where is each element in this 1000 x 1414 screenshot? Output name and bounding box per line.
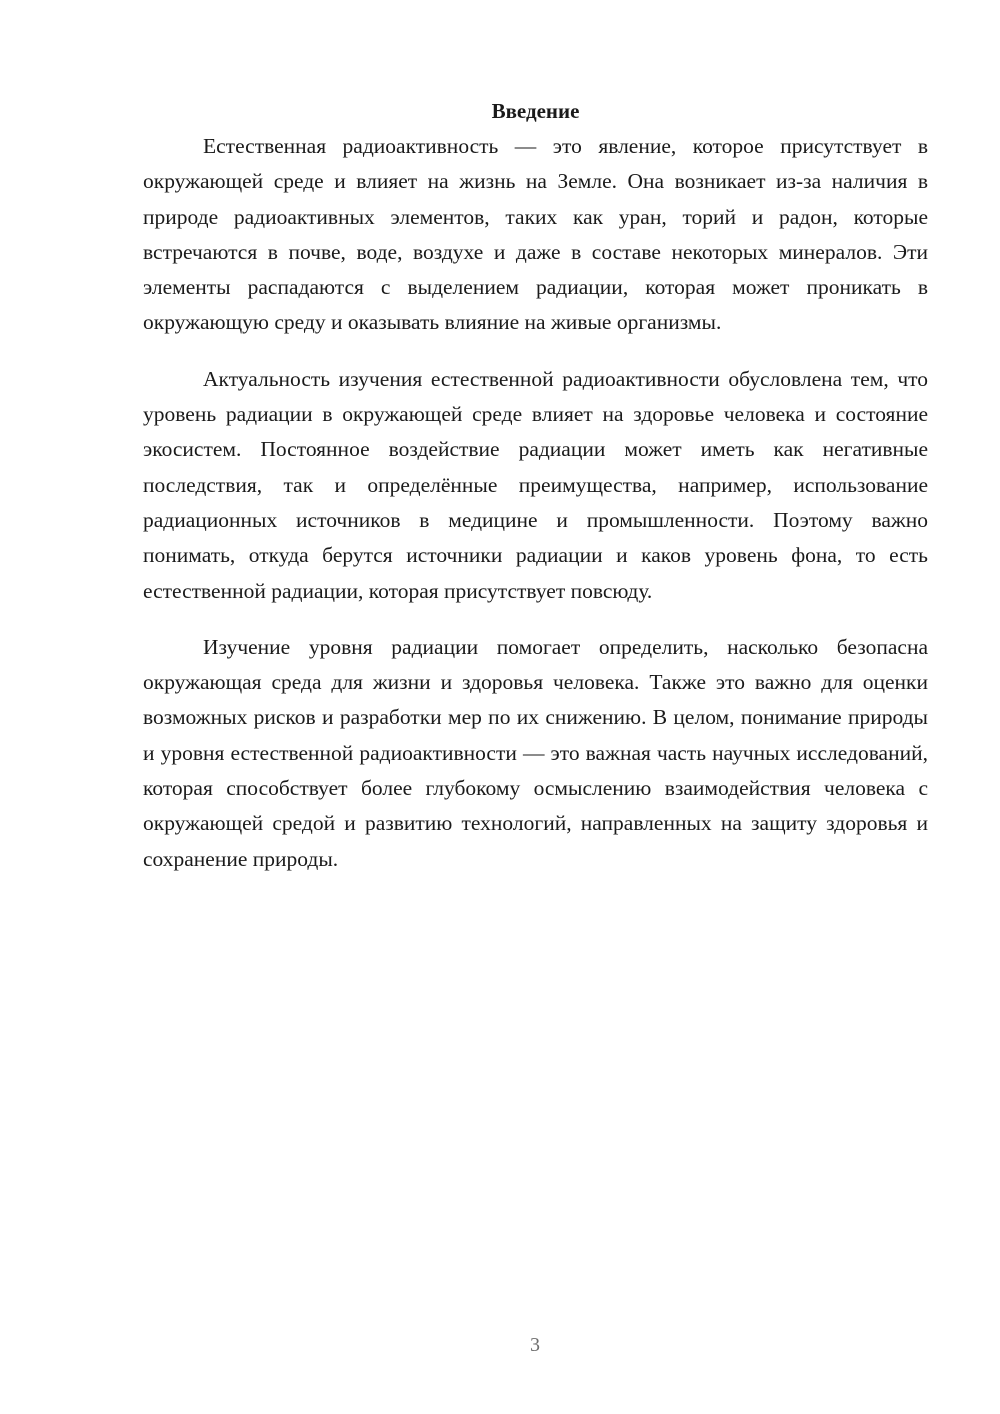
page-number: 3 [530,1334,540,1356]
section-heading: Введение [491,99,580,123]
paragraph-spacer [143,609,928,630]
page-content [143,94,928,877]
paragraph-2: Актуальность изучения естественной радиоактивности обусловлена тем, что уровень радиации в окружающей среде влияет на здоровье человека и состояние экосистем. Постоянное воздействие радиации может иметь как негативные последствия, так и определённые преимущества, например, использование радиационных источников в медицине и промышленности. Поэтому важно понимать, откуда берутся источники радиации и каков уровень фона, то есть естественной радиации, которая присутствует повсюду. [143,366,928,603]
paragraph-1: Естественная радиоактивность — это явление, которое присутствует в окружающей среде и влияет на жизнь на Земле. Она возникает из-за наличия в природе радиоактивных элементов, таких как уран, торий и радон, которые встречаются в почве, воде, воздухе и даже в составе некоторых минералов. Эти элементы распадаются с выделением радиации, которая может проникать в окружающую среду и оказывать влияние на живые организмы. [143,134,928,335]
paragraph-3: Изучение уровня радиации помогает определить, насколько безопасна окружающая среда для жизни и здоровья человека. Также это важно для оценки возможных рисков и разработки мер по их снижению. В целом, понимание природы и уровня естественной радиоактивности — это важная часть научных исследований, которая способствует более глубокому осмыслению взаимодействия человека с окружающей средой и развитию технологий, направленных на защиту здоровья и сохранение природы. [143,634,928,871]
paragraph-spacer [143,341,928,362]
